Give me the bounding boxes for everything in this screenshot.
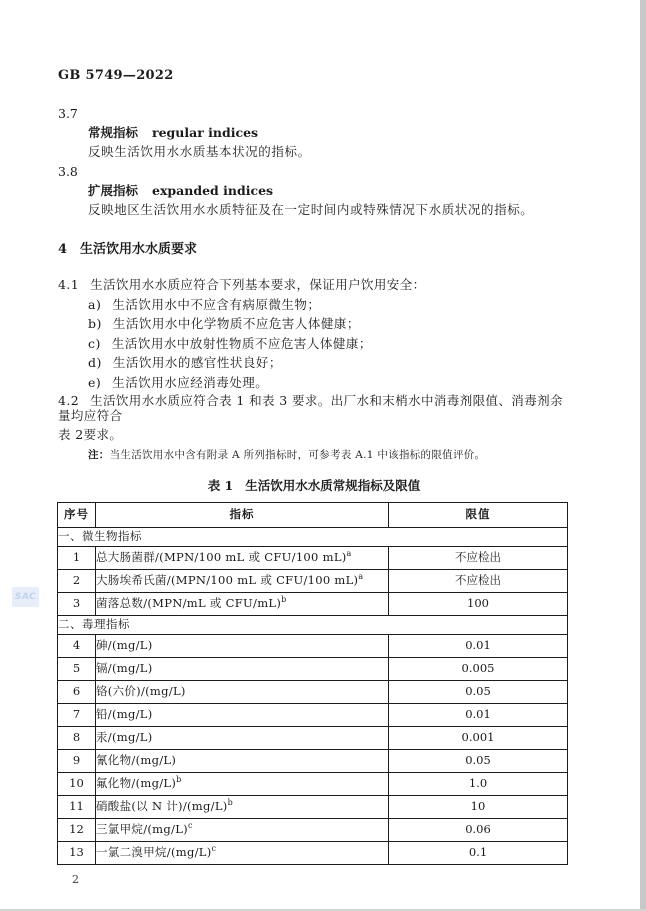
list-item-label: c) <box>88 335 101 351</box>
sac-watermark <box>12 587 39 607</box>
table-row <box>58 841 568 864</box>
term-en: expanded indices <box>152 183 274 198</box>
note-text: 当生活饮用水中含有附录 A 所列指标时，可参考表 A.1 中该指标的限值评价。 <box>109 448 486 461</box>
row-indicator: 大肠埃希氏菌/(MPN/100 mL 或 CFU/100 mL)$^a$ <box>96 569 389 592</box>
row-seq-number: 9 <box>58 749 96 772</box>
list-item-label: a) <box>88 296 102 312</box>
list-item <box>88 316 570 331</box>
list-item-label: e) <box>88 374 102 390</box>
row-limit-value: 0.001 <box>389 726 568 749</box>
col-header-limit: 限值 <box>389 502 568 527</box>
list-item-text: 生活饮用水中放射性物质不应危害人体健康； <box>111 335 372 351</box>
row-footnote-mark: b <box>227 798 233 808</box>
clause-4-2-number: 4.2 <box>58 392 80 408</box>
row-indicator: 镉/(mg/L) <box>96 657 389 680</box>
row-seq-number: 11 <box>58 795 96 818</box>
list-item-text: 生活饮用水应经消毒处理。 <box>112 374 269 390</box>
row-indicator: 硝酸盐(以 N 计)$/(mg/L)^b$ <box>96 795 389 818</box>
table-row <box>58 726 568 749</box>
row-footnote-mark: b <box>176 775 182 785</box>
row-limit-value: 0.01 <box>389 703 568 726</box>
row-limit-value: 1.0 <box>389 772 568 795</box>
row-seq-number: 5 <box>58 657 96 680</box>
table1 <box>57 502 568 865</box>
row-seq-number: 12 <box>58 818 96 841</box>
row-footnote-mark: a <box>358 572 364 582</box>
row-footnote-mark: a <box>346 549 352 559</box>
clause-3-7-number: 3.7 <box>58 106 78 121</box>
list-item <box>88 336 570 351</box>
row-seq-number: 1 <box>58 546 96 569</box>
row-limit-value: 0.05 <box>389 680 568 703</box>
table-header-row <box>58 502 568 527</box>
row-limit-value: 0.005 <box>389 657 568 680</box>
table1-caption <box>58 478 570 493</box>
row-limit-value: 0.01 <box>389 634 568 657</box>
table-section-row <box>58 615 568 634</box>
row-limit-value: 10 <box>389 795 568 818</box>
row-indicator: 三氯甲烷$/(mg/L)^c$ <box>96 818 389 841</box>
table-section-label: 二、毒理指标 <box>58 615 568 634</box>
page-content <box>58 68 570 887</box>
clause-4-2 <box>58 393 570 423</box>
row-limit-value: 不应检出 <box>389 569 568 592</box>
term-regular-indices-definition: 反映生活饮用水水质基本状况的指标。 <box>88 144 311 159</box>
list-item-text: 生活饮用水中不应含有病原微生物； <box>112 296 321 312</box>
clause-4-1-list <box>88 297 570 390</box>
list-item <box>88 375 570 390</box>
table-section-label: 一、微生物指标 <box>58 527 568 546</box>
table1-body <box>58 527 568 864</box>
table1-caption-title: 生活饮用水水质常规指标及限值 <box>245 477 421 493</box>
table-row <box>58 795 568 818</box>
col-header-indicator: 指标 <box>96 502 389 527</box>
scan-edge-right <box>640 0 646 911</box>
table-row <box>58 749 568 772</box>
row-indicator: 氰化物/(mg/L) <box>96 749 389 772</box>
list-item <box>88 355 570 370</box>
list-item-text: 生活饮用水中化学物质不应危害人体健康； <box>112 316 360 331</box>
term-en: regular indices <box>152 125 259 140</box>
row-limit-value: 0.05 <box>389 749 568 772</box>
term-zh: 扩展指标 <box>88 183 139 198</box>
row-seq-number: 2 <box>58 569 96 592</box>
term-regular-indices <box>88 125 570 140</box>
row-limit-value: 0.06 <box>389 818 568 841</box>
row-footnote-mark: c <box>211 844 217 854</box>
sac-watermark-text: SAC <box>14 592 37 602</box>
row-indicator: 一氯二溴甲烷$/(mg/L)^c$ <box>96 841 389 864</box>
clause-4-title: 生活饮用水水质要求 <box>80 242 198 257</box>
list-item <box>88 297 570 312</box>
table-section-row <box>58 527 568 546</box>
row-footnote-mark: b <box>281 595 287 605</box>
row-indicator: 铅/(mg/L) <box>96 703 389 726</box>
row-seq-number: 7 <box>58 703 96 726</box>
list-item-label: d) <box>88 355 102 370</box>
table-row <box>58 680 568 703</box>
clause-4-2-text-line2: 表 2要求。 <box>58 426 123 442</box>
clause-4-number: 4 <box>58 242 68 257</box>
row-seq-number: 10 <box>58 772 96 795</box>
term-zh: 常规指标 <box>88 125 139 140</box>
row-limit-value: 100 <box>389 592 568 615</box>
row-seq-number: 13 <box>58 841 96 864</box>
row-seq-number: 3 <box>58 592 96 615</box>
table-row <box>58 634 568 657</box>
row-seq-number: 8 <box>58 726 96 749</box>
row-indicator: 砷/(mg/L) <box>96 634 389 657</box>
table-note <box>88 448 570 463</box>
row-limit-value: 0.1 <box>389 841 568 864</box>
row-indicator: 汞/(mg/L) <box>96 726 389 749</box>
note-label: 注： <box>88 448 110 461</box>
table-row <box>58 818 568 841</box>
row-indicator: 氟化物$/(mg/L)^b$ <box>96 772 389 795</box>
row-indicator: 总大肠菌群/(MPN/100 mL 或 CFU/100 mL)$^a$ <box>96 546 389 569</box>
row-footnote-mark: c <box>187 821 193 831</box>
list-item-text: 生活饮用水的感官性状良好； <box>112 355 282 370</box>
table1-caption-prefix: 表 1 <box>207 477 234 493</box>
row-indicator: 铬(六价)/(mg/L) <box>96 680 389 703</box>
table-row <box>58 546 568 569</box>
row-seq-number: 6 <box>58 680 96 703</box>
clause-4-2-text-line1: 生活饮用水水质应符合表 1 和表 3 要求。出厂水和末梢水中消毒剂限值、消毒剂余量均应符合 <box>58 392 563 423</box>
table-row <box>58 592 568 615</box>
row-indicator: 菌落总数/(MPN/mL 或 CFU/mL)$^b$ <box>96 592 389 615</box>
row-limit-value: 不应检出 <box>389 546 568 569</box>
term-expanded-indices-definition: 反映地区生活饮用水水质特征及在一定时间内或特殊情况下水质状况的指标。 <box>88 202 534 217</box>
page-number: 2 <box>72 872 79 886</box>
table-row <box>58 569 568 592</box>
clause-4-1 <box>58 277 570 292</box>
standard-number: GB 5749—2022 <box>58 68 174 83</box>
table-row <box>58 772 568 795</box>
clause-3-8-number: 3.8 <box>58 164 78 179</box>
col-header-seq: 序号 <box>58 502 96 527</box>
clause-4-1-text: 生活饮用水水质应符合下列基本要求，保证用户饮用安全： <box>90 277 426 292</box>
list-item-label: b) <box>88 316 102 331</box>
clause-4-heading <box>58 242 570 257</box>
clause-4-1-number: 4.1 <box>58 277 80 292</box>
table-row <box>58 703 568 726</box>
table-row <box>58 657 568 680</box>
term-expanded-indices <box>88 183 570 198</box>
row-seq-number: 4 <box>58 634 96 657</box>
